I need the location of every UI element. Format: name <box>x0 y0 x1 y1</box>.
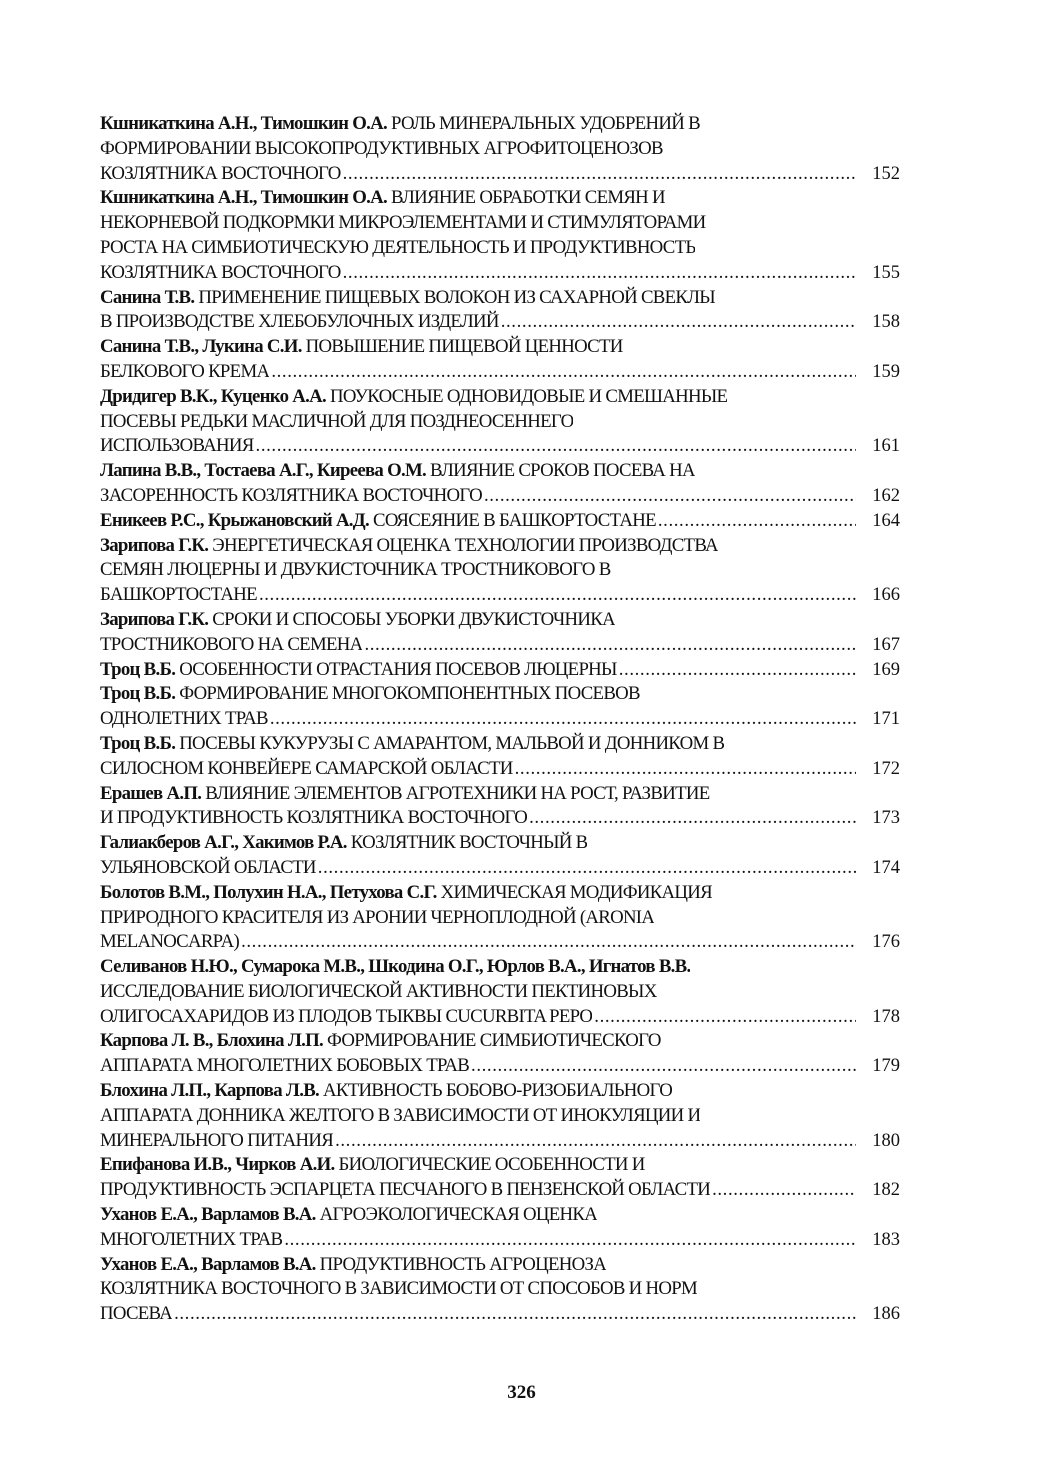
entry-authors: Санина Т.В., Лукина С.И. <box>100 336 302 358</box>
entry-authors: Ерашев А.П. <box>100 782 202 804</box>
entry-authors: Санина Т.В. <box>100 286 195 308</box>
toc-entry <box>100 286 900 336</box>
entry-title: ИСПОЛЬЗОВАНИЯ <box>100 435 254 457</box>
dot-leader <box>271 360 856 385</box>
dot-leader <box>484 484 856 509</box>
toc-entry-line <box>100 831 900 856</box>
entry-title: УЛЬЯНОВСКОЙ ОБЛАСТИ <box>100 856 316 878</box>
dot-leader <box>364 633 856 658</box>
entry-title: БАШКОРТОСТАНЕ <box>100 584 257 606</box>
toc-entry <box>100 335 900 385</box>
entry-authors: Зарипова Г.К. <box>100 608 209 630</box>
entry-title: ПОСЕВЫ РЕДЬКИ МАСЛИЧНОЙ ДЛЯ ПОЗДНЕОСЕННЕГО <box>100 410 574 432</box>
entry-page-number: 158 <box>872 312 900 333</box>
table-of-contents <box>100 112 900 1327</box>
entry-title: ПОСЕВЫ КУКУРУЗЫ С АМАРАНТОМ, МАЛЬВОЙ И ДОННИКОМ В <box>175 732 725 754</box>
entry-page-number: 186 <box>872 1304 900 1325</box>
toc-entry-line <box>100 1228 900 1253</box>
entry-title: ОЛИГОСАХАРИДОВ ИЗ ПЛОДОВ ТЫКВЫ CUCURBITA PEPO <box>100 1005 593 1027</box>
toc-entry-line <box>100 757 900 782</box>
entry-authors: Кшникаткина А.Н., Тимошкин О.А. <box>100 187 387 209</box>
entry-title: ФОРМИРОВАНИЕ МНОГОКОМПОНЕНТНЫХ ПОСЕВОВ <box>175 683 640 705</box>
entry-page-number: 180 <box>872 1130 900 1151</box>
toc-entry <box>100 1253 900 1327</box>
entry-title: MELANOCARPA) <box>100 931 240 953</box>
entry-page-number: 155 <box>872 262 900 283</box>
toc-entry <box>100 831 900 881</box>
toc-entry <box>100 1153 900 1203</box>
entry-title: РОЛЬ МИНЕРАЛЬНЫХ УДОБРЕНИЙ В <box>386 113 700 134</box>
entry-title: АГРОЭКОЛОГИЧЕСКАЯ ОЦЕНКА <box>315 1204 598 1226</box>
entry-title: ТРОСТНИКОВОГО НА СЕМЕНА <box>100 633 363 655</box>
toc-entry-line <box>100 410 900 435</box>
toc-entry <box>100 1029 900 1079</box>
entry-title: КОЗЛЯТНИКА ВОСТОЧНОГО <box>100 261 341 283</box>
entry-title: КОЗЛЯТНИКА ВОСТОЧНОГО <box>100 162 341 184</box>
dot-leader <box>594 1005 856 1030</box>
toc-entry-line <box>100 1302 900 1327</box>
entry-page-number: 171 <box>872 709 900 730</box>
dot-leader <box>174 1302 856 1327</box>
entry-title: СОЯСЕЯНИЕ В БАШКОРТОСТАНЕ <box>369 509 656 531</box>
toc-entry <box>100 682 900 732</box>
entry-authors: Дридигер В.К., Куценко А.А. <box>100 385 326 407</box>
toc-entry <box>100 186 900 285</box>
dot-leader <box>259 583 856 608</box>
entry-title: АКТИВНОСТЬ БОБОВО-РИЗОБИАЛЬНОГО <box>319 1080 673 1102</box>
entry-page-number: 169 <box>872 659 900 680</box>
dot-leader <box>529 806 856 831</box>
dot-leader <box>619 658 856 683</box>
entry-title: И ПРОДУКТИВНОСТЬ КОЗЛЯТНИКА ВОСТОЧНОГО <box>100 807 528 829</box>
toc-entry-line <box>100 1203 900 1228</box>
toc-entry <box>100 955 900 1029</box>
toc-entry-line <box>100 856 900 881</box>
toc-entry-line <box>100 459 900 484</box>
entry-title: ВЛИЯНИЕ ОБРАБОТКИ СЕМЯН И <box>386 187 665 209</box>
entry-page-number: 179 <box>872 1056 900 1077</box>
toc-entry-line <box>100 211 900 236</box>
toc-entry-line <box>100 137 900 162</box>
entry-title: ПОСЕВА <box>100 1303 173 1325</box>
toc-entry-line <box>100 286 900 311</box>
dot-leader <box>335 1129 856 1154</box>
toc-entry <box>100 459 900 509</box>
toc-entry-line <box>100 534 900 559</box>
toc-entry-line <box>100 980 900 1005</box>
toc-entry-line <box>100 1129 900 1154</box>
toc-entry <box>100 385 900 459</box>
entry-authors: Троц В.Б. <box>100 732 176 754</box>
entry-page-number: 183 <box>872 1229 900 1250</box>
toc-entry-line <box>100 261 900 286</box>
toc-entry-line <box>100 806 900 831</box>
toc-entry-line <box>100 633 900 658</box>
entry-title: КОЗЛЯТНИК ВОСТОЧНЫЙ В <box>346 832 588 854</box>
toc-entry-line <box>100 682 900 707</box>
toc-entry-line <box>100 955 900 980</box>
entry-page-number: 174 <box>872 857 900 878</box>
dot-leader <box>256 434 856 459</box>
toc-entry-line <box>100 335 900 360</box>
dot-leader <box>318 856 856 881</box>
toc-entry <box>100 112 900 186</box>
toc-entry <box>100 782 900 832</box>
entry-authors: Болотов В.М., Полухин Н.А., Петухова С.Г. <box>100 881 437 903</box>
entry-title: ПРОДУКТИВНОСТЬ АГРОЦЕНОЗА <box>315 1253 607 1275</box>
toc-entry-line <box>100 1005 900 1030</box>
toc-entry-line <box>100 1079 900 1104</box>
toc-entry-line <box>100 186 900 211</box>
entry-title: ПОВЫШЕНИЕ ПИЩЕВОЙ ЦЕННОСТИ <box>301 336 623 358</box>
entry-page-number: 176 <box>872 932 900 953</box>
toc-entry-line <box>100 558 900 583</box>
entry-title: ПОУКОСНЫЕ ОДНОВИДОВЫЕ И СМЕШАННЫЕ <box>326 385 728 407</box>
toc-entry-line <box>100 434 900 459</box>
entry-page-number: 166 <box>872 585 900 606</box>
entry-title: БЕЛКОВОГО КРЕМА <box>100 360 270 382</box>
toc-entry <box>100 1203 900 1253</box>
toc-entry-line <box>100 732 900 757</box>
entry-title: ПРОДУКТИВНОСТЬ ЭСПАРЦЕТА ПЕСЧАНОГО В ПЕНЗЕНСКОЙ ОБЛАСТИ <box>100 1179 711 1201</box>
entry-title: ОДНОЛЕТНИХ ТРАВ <box>100 708 268 730</box>
entry-authors: Лапина В.В., Тостаева А.Г., Киреева О.М. <box>100 460 427 482</box>
entry-authors: Карпова Л. В., Блохина Л.П. <box>100 1030 324 1052</box>
entry-title: МИНЕРАЛЬНОГО ПИТАНИЯ <box>100 1129 334 1151</box>
entry-title: КОЗЛЯТНИКА ВОСТОЧНОГО В ЗАВИСИМОСТИ ОТ СПОСОБОВ И НОРМ <box>100 1278 698 1300</box>
toc-entry-line <box>100 162 900 187</box>
dot-leader <box>658 509 856 534</box>
entry-title: ХИМИЧЕСКАЯ МОДИФИКАЦИЯ <box>436 881 712 903</box>
dot-leader <box>501 310 856 335</box>
entry-page-number: 178 <box>872 1006 900 1027</box>
toc-entry <box>100 732 900 782</box>
entry-page-number: 162 <box>872 485 900 506</box>
toc-entry-line <box>100 658 900 683</box>
entry-title: СРОКИ И СПОСОБЫ УБОРКИ ДВУКИСТОЧНИКА <box>208 608 615 630</box>
toc-entry-line <box>100 509 900 534</box>
toc-entry-line <box>100 1054 900 1079</box>
entry-title: ЗАСОРЕННОСТЬ КОЗЛЯТНИКА ВОСТОЧНОГО <box>100 484 482 506</box>
dot-leader <box>270 707 856 732</box>
entry-title: ЭНЕРГЕТИЧЕСКАЯ ОЦЕНКА ТЕХНОЛОГИИ ПРОИЗВОДСТВА <box>208 534 718 556</box>
toc-entry-line <box>100 707 900 732</box>
dot-leader <box>241 930 856 955</box>
entry-page-number: 167 <box>872 634 900 655</box>
toc-entry-line <box>100 583 900 608</box>
entry-title: СЕМЯН ЛЮЦЕРНЫ И ДВУКИСТОЧНИКА ТРОСТНИКОВОГО В <box>100 559 611 581</box>
entry-page-number: 172 <box>872 758 900 779</box>
entry-page-number: 161 <box>872 436 900 457</box>
entry-authors: Зарипова Г.К. <box>100 534 209 556</box>
entry-authors: Троц В.Б. <box>100 658 176 680</box>
entry-title: ВЛИЯНИЕ СРОКОВ ПОСЕВА НА <box>426 460 695 482</box>
entry-title: НЕКОРНЕВОЙ ПОДКОРМКИ МИКРОЭЛЕМЕНТАМИ И СТИМУЛЯТОРАМИ <box>100 212 706 234</box>
entry-authors: Троц В.Б. <box>100 683 176 705</box>
entry-title: ВЛИЯНИЕ ЭЛЕМЕНТОВ АГРОТЕХНИКИ НА РОСТ, РАЗВИТИЕ <box>201 782 710 804</box>
entry-title: ФОРМИРОВАНИЕ СИМБИОТИЧЕСКОГО <box>323 1030 661 1052</box>
toc-entry-line <box>100 1178 900 1203</box>
entry-authors: Блохина Л.П., Карпова Л.В. <box>100 1080 320 1102</box>
toc-entry-line <box>100 930 900 955</box>
entry-authors: Еникеев Р.С., Крыжановский А.Д. <box>100 509 370 531</box>
entry-page-number: 164 <box>872 510 900 531</box>
toc-entry <box>100 534 900 608</box>
entry-title: АППАРАТА ДОННИКА ЖЕЛТОГО В ЗАВИСИМОСТИ ОТ ИНОКУЛЯЦИИ И <box>100 1104 701 1126</box>
toc-entry-line <box>100 1277 900 1302</box>
toc-entry-line <box>100 385 900 410</box>
toc-entry-line <box>100 1253 900 1278</box>
entry-title: ОСОБЕННОСТИ ОТРАСТАНИЯ ПОСЕВОВ ЛЮЦЕРНЫ <box>175 658 617 680</box>
dot-leader <box>343 162 856 187</box>
dot-leader <box>712 1178 856 1203</box>
toc-entry <box>100 881 900 955</box>
entry-title: БИОЛОГИЧЕСКИЕ ОСОБЕННОСТИ И <box>334 1154 645 1176</box>
entry-page-number: 152 <box>872 163 900 184</box>
toc-entry-line <box>100 608 900 633</box>
toc-entry-line <box>100 782 900 807</box>
entry-authors: Селиванов Н.Ю., Сумарока М.В., Шкодина О.Г., Юрлов В.А., Игнатов В.В. <box>100 956 691 978</box>
dot-leader <box>515 757 856 782</box>
entry-title: ПРИРОДНОГО КРАСИТЕЛЯ ИЗ АРОНИИ ЧЕРНОПЛОДНОЙ (ARONIA <box>100 906 655 928</box>
entry-authors: Уханов Е.А., Варламов В.А. <box>100 1253 316 1275</box>
toc-entry-line <box>100 310 900 335</box>
entry-authors: Кшникаткина А.Н., Тимошкин О.А. <box>100 113 387 134</box>
toc-entry-line <box>100 1104 900 1129</box>
entry-title: МНОГОЛЕТНИХ ТРАВ <box>100 1228 283 1250</box>
entry-authors: Епифанова И.В., Чирков А.И. <box>100 1154 335 1176</box>
dot-leader <box>343 261 856 286</box>
toc-entry-line <box>100 112 900 137</box>
entry-title: СИЛОСНОМ КОНВЕЙЕРЕ САМАРСКОЙ ОБЛАСТИ <box>100 757 513 779</box>
dot-leader <box>471 1054 856 1079</box>
toc-entry-line <box>100 1029 900 1054</box>
entry-title: РОСТА НА СИМБИОТИЧЕСКУЮ ДЕЯТЕЛЬНОСТЬ И ПРОДУКТИВНОСТЬ <box>100 236 696 258</box>
entry-title: АППАРАТА МНОГОЛЕТНИХ БОБОВЫХ ТРАВ <box>100 1055 470 1077</box>
entry-page-number: 182 <box>872 1180 900 1201</box>
entry-page-number: 173 <box>872 808 900 829</box>
entry-authors: Уханов Е.А., Варламов В.А. <box>100 1204 316 1226</box>
toc-entry-line <box>100 484 900 509</box>
entry-title: ФОРМИРОВАНИИ ВЫСОКОПРОДУКТИВНЫХ АГРОФИТОЦЕНОЗОВ <box>100 137 663 159</box>
toc-entry-line <box>100 906 900 931</box>
page-number: 326 <box>507 1382 536 1403</box>
entry-authors: Галиакберов А.Г., Хакимов Р.А. <box>100 832 347 854</box>
toc-entry <box>100 658 900 683</box>
entry-title: ИССЛЕДОВАНИЕ БИОЛОГИЧЕСКОЙ АКТИВНОСТИ ПЕКТИНОВЫХ <box>100 980 657 1002</box>
entry-title: ПРИМЕНЕНИЕ ПИЩЕВЫХ ВОЛОКОН ИЗ САХАРНОЙ СВЕКЛЫ <box>194 286 715 308</box>
dot-leader <box>284 1228 856 1253</box>
entry-title: В ПРОИЗВОДСТВЕ ХЛЕБОБУЛОЧНЫХ ИЗДЕЛИЙ <box>100 311 499 333</box>
toc-entry <box>100 509 900 534</box>
toc-entry <box>100 1079 900 1153</box>
entry-page-number: 159 <box>872 361 900 382</box>
toc-entry <box>100 608 900 658</box>
toc-entry-line <box>100 360 900 385</box>
toc-entry-line <box>100 236 900 261</box>
toc-entry-line <box>100 881 900 906</box>
toc-entry-line <box>100 1153 900 1178</box>
